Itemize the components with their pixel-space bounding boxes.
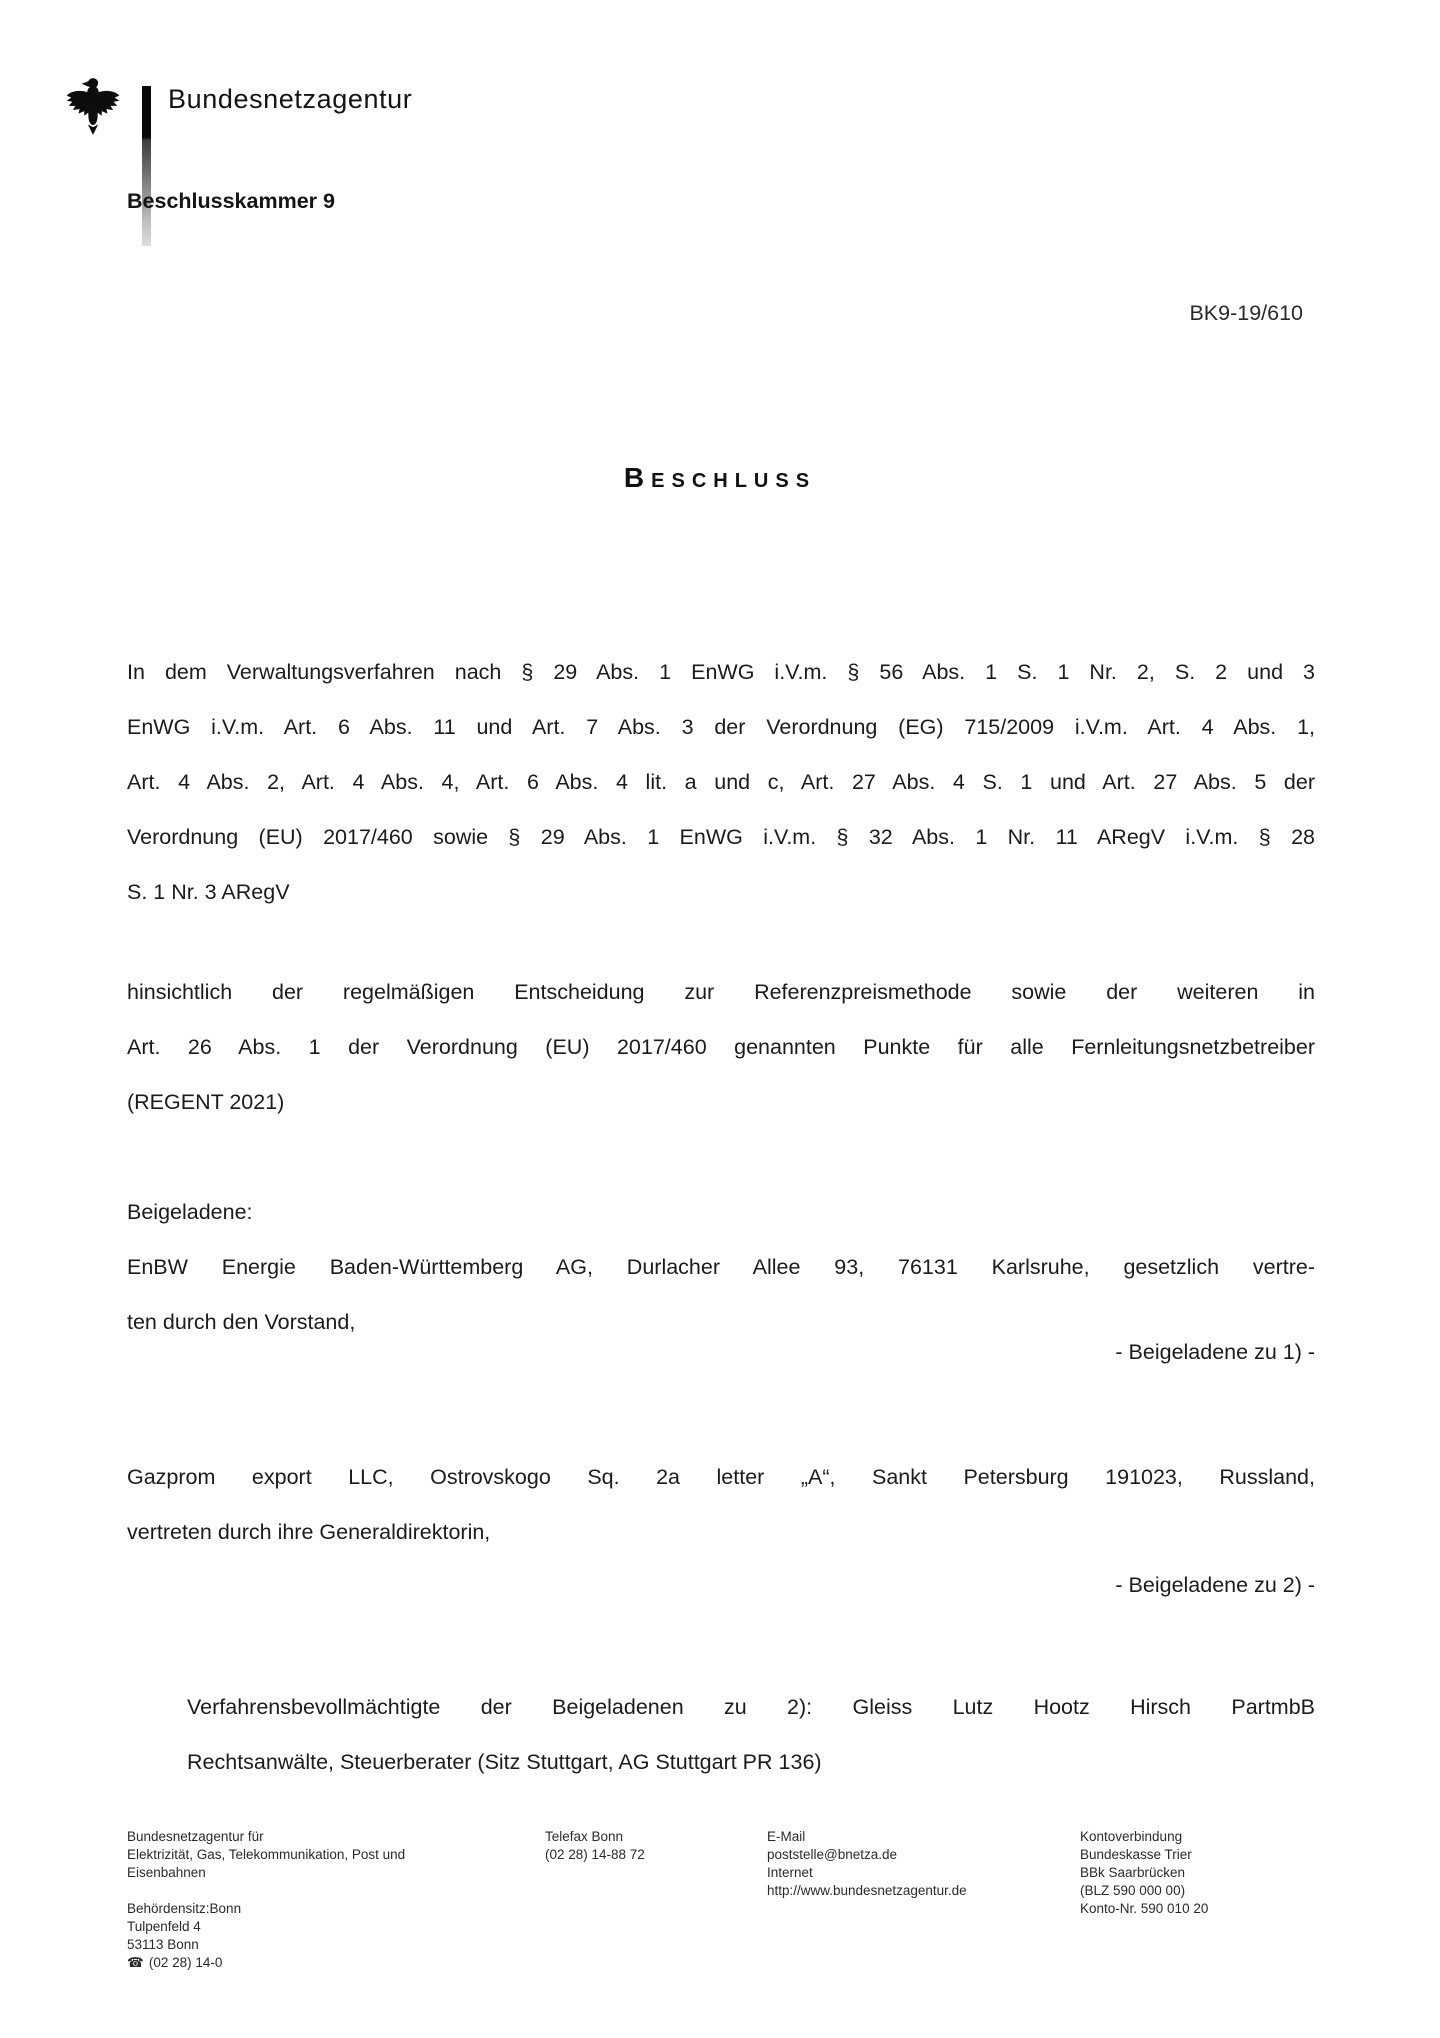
text-line: Art. 26 Abs. 1 der Verordnung (EU) 2017/460 genannten Punkte für alle Fernleitungsnetzbetreiber xyxy=(127,1035,1315,1059)
text-line: In dem Verwaltungsverfahren nach § 29 Abs. 1 EnWG i.V.m. § 56 Abs. 1 S. 1 Nr. 2, S. 2 und 3 xyxy=(127,660,1315,684)
footer-online-column xyxy=(767,1828,967,1900)
phone-icon: ☎ xyxy=(127,1955,144,1970)
intro-paragraph xyxy=(127,645,1315,920)
footer-line: Bundesnetzagentur für xyxy=(127,1829,264,1844)
agency-name: Bundesnetzagentur xyxy=(168,84,413,114)
footer-line: Bundeskasse Trier xyxy=(1080,1847,1192,1862)
text-line: hinsichtlich der regelmäßigen Entscheidung zur Referenzpreismethode sowie der weiteren in xyxy=(127,980,1315,1004)
document-title: Beschluss xyxy=(623,462,817,493)
footer-line: Tulpenfeld 4 xyxy=(127,1919,201,1934)
text-line: EnBW Energie Baden-Württemberg AG, Durlacher Allee 93, 76131 Karlsruhe, gesetzlich vertre- xyxy=(127,1255,1315,1279)
email-address: poststelle@bnetza.de xyxy=(767,1847,898,1862)
text-line: vertreten durch ihre Generaldirektorin, xyxy=(127,1520,491,1544)
footer-line: Internet xyxy=(767,1865,813,1880)
text-line: Rechtsanwälte, Steuerberater (Sitz Stuttgart, AG Stuttgart PR 136) xyxy=(187,1750,822,1774)
footer-line: Kontoverbindung xyxy=(1080,1829,1183,1844)
footer-phone-row xyxy=(127,1954,527,1972)
text-line: Verfahrensbevollmächtigte der Beigeladenen zu 2): Gleiss Lutz Hootz Hirsch PartmbB xyxy=(187,1695,1315,1719)
party1-badge: - Beigeladene zu 1) - xyxy=(1115,1340,1315,1364)
footer-line: E-Mail xyxy=(767,1829,806,1844)
federal-eagle-icon xyxy=(64,76,122,140)
text-line: Gazprom export LLC, Ostrovskogo Sq. 2a letter „A“, Sankt Petersburg 191023, Russland, xyxy=(127,1465,1315,1489)
footer-line: BBk Saarbrücken xyxy=(1080,1865,1186,1880)
footer-line: Elektrizität, Gas, Telekommunikation, Post und xyxy=(127,1847,406,1862)
website-url: http://www.bundesnetzagentur.de xyxy=(767,1883,967,1898)
text-line: Art. 4 Abs. 2, Art. 4 Abs. 4, Art. 6 Abs. 4 lit. a und c, Art. 27 Abs. 4 S. 1 und Art. 27 Abs. 5 der xyxy=(127,770,1315,794)
party2-paragraph xyxy=(127,1450,1315,1560)
parties-label xyxy=(127,1185,1315,1240)
representative-paragraph xyxy=(187,1680,1315,1790)
footer-line: (02 28) 14-88 72 xyxy=(545,1847,645,1862)
footer-line: Behördensitz:Bonn xyxy=(127,1901,242,1916)
footer-line: (BLZ 590 000 00) xyxy=(1080,1883,1186,1898)
subject-paragraph xyxy=(127,965,1315,1130)
footer-bank-column xyxy=(1080,1828,1208,1918)
footer-line: Konto-Nr. 590 010 20 xyxy=(1080,1901,1209,1916)
party2-badge: - Beigeladene zu 2) - xyxy=(1115,1573,1315,1597)
text-line: EnWG i.V.m. Art. 6 Abs. 11 und Art. 7 Abs. 3 der Verordnung (EG) 715/2009 i.V.m. Art. 4 Abs. 1, xyxy=(127,715,1315,739)
phone-number: (02 28) 14-0 xyxy=(148,1955,223,1970)
footer-line: Eisenbahnen xyxy=(127,1865,206,1880)
text-line: Beigeladene: xyxy=(127,1200,253,1224)
footer-line: 53113 Bonn xyxy=(127,1937,199,1952)
case-number: BK9-19/610 xyxy=(1189,301,1303,325)
text-line: Verordnung (EU) 2017/460 sowie § 29 Abs. 1 EnWG i.V.m. § 32 Abs. 1 Nr. 11 ARegV i.V.m. § 28 xyxy=(127,825,1315,849)
text-line: S. 1 Nr. 3 ARegV xyxy=(127,880,290,904)
footer-agency-column xyxy=(127,1828,527,1972)
footer-line: Telefax Bonn xyxy=(545,1829,624,1844)
text-line: ten durch den Vorstand, xyxy=(127,1310,356,1334)
chamber-title: Beschlusskammer 9 xyxy=(127,189,335,213)
footer-fax-column xyxy=(545,1828,645,1864)
logo-divider-bar xyxy=(142,86,151,246)
text-line: (REGENT 2021) xyxy=(127,1090,285,1114)
footer-spacer xyxy=(127,1882,527,1900)
